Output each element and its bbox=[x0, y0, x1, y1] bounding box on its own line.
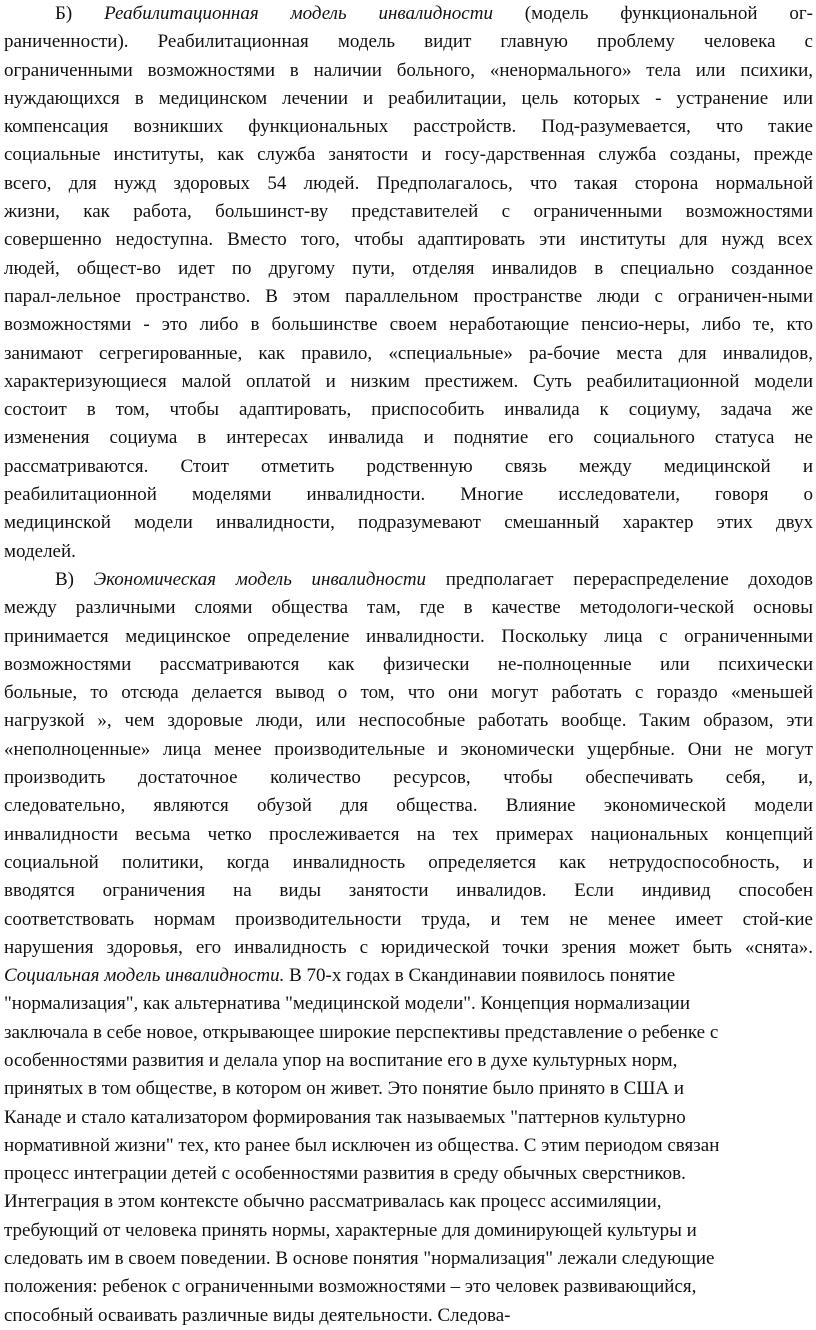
text-line bbox=[4, 934, 813, 962]
text-line bbox=[4, 1302, 813, 1330]
italic-term: Экономическая модель инвалидности bbox=[93, 568, 427, 590]
text-segment: принимается медицинское определение инвалидности. Поскольку лица с ограниченными bbox=[4, 625, 813, 647]
text-segment: социальные институты, как служба занятости и госу-дарственная служба созданы, прежде bbox=[4, 144, 813, 166]
text-segment: соответствовать нормам производительности труда, и тем не менее имеет стой-кие bbox=[4, 908, 813, 930]
text-segment: нормативной жизни" тех, кто ранее был исключен из общества. С этим периодом связан bbox=[4, 1134, 720, 1156]
text-line bbox=[4, 1188, 813, 1216]
text-segment: Б) bbox=[55, 3, 105, 24]
text-line bbox=[4, 906, 813, 934]
text-segment: всего, для нужд здоровых 54 людей. Предполагалось, что такая сторона нормальной bbox=[4, 172, 813, 194]
text-line bbox=[4, 57, 813, 85]
text-segment: особенностями развития и делала упор на воспитание его в духе культурных норм, bbox=[4, 1049, 678, 1071]
text-line bbox=[4, 849, 813, 877]
paragraph-rehabilitation-model bbox=[4, 0, 813, 566]
text-segment: занимают сегрегированные, как правило, «специальные» ра-бочие места для инвалидов, bbox=[4, 342, 813, 364]
text-segment: реабилитационной моделями инвалидности. Многие исследователи, говоря о bbox=[4, 484, 813, 506]
text-line bbox=[4, 481, 813, 509]
text-segment: производить достаточное количество ресурсов, чтобы обеспечивать себя, и, bbox=[4, 767, 813, 789]
text-line bbox=[4, 396, 813, 424]
text-line bbox=[4, 1245, 813, 1273]
text-line bbox=[4, 453, 813, 481]
text-line bbox=[4, 623, 813, 651]
text-line bbox=[4, 368, 813, 396]
text-segment: следовательно, являются обузой для общества. Влияние экономической модели bbox=[4, 795, 813, 817]
text-line bbox=[4, 821, 813, 849]
text-segment: рассматриваются. Стоит отметить родственную связь между медицинской и bbox=[4, 455, 813, 477]
text-line bbox=[4, 283, 813, 311]
text-line bbox=[4, 198, 813, 226]
text-line bbox=[4, 594, 813, 622]
text-line bbox=[4, 707, 813, 735]
text-segment: Канаде и стало катализатором формирования так называемых "паттернов культурно bbox=[4, 1106, 686, 1128]
text-line bbox=[4, 509, 813, 537]
text-line bbox=[4, 85, 813, 113]
text-segment: способный осваивать различные виды деятельности. Следова- bbox=[4, 1304, 511, 1326]
text-line bbox=[4, 226, 813, 254]
text-segment: возможностями - это либо в большинстве своем неработающие пенсио-неры, либо те, кто bbox=[4, 314, 813, 336]
text-segment: процесс интеграции детей с особенностями развития в среду обычных сверстников. bbox=[4, 1163, 686, 1185]
italic-term: Социальная модель инвалидности. bbox=[4, 965, 285, 987]
text-segment: инвалидности весьма четко прослеживается на тех примерах национальных концепций bbox=[4, 823, 813, 845]
text-line bbox=[4, 255, 813, 283]
text-segment: В 70-х годах в Скандинавии появилось понятие bbox=[284, 965, 676, 987]
text-segment: между различными слоями общества там, где в качестве методологи-ческой основы bbox=[4, 597, 813, 619]
text-line bbox=[4, 311, 813, 339]
text-segment: В) bbox=[55, 568, 94, 590]
text-line bbox=[4, 538, 813, 566]
text-line bbox=[4, 736, 813, 764]
text-line bbox=[4, 1217, 813, 1245]
text-line bbox=[4, 877, 813, 905]
text-segment: социальной политики, когда инвалидность определяется как нетрудоспособность, и bbox=[4, 851, 813, 873]
text-segment: изменения социума в интересах инвалида и поднятие его социального статуса не bbox=[4, 427, 813, 449]
text-segment: характеризующиеся малой оплатой и низким престижем. Суть реабилитационной модели bbox=[4, 370, 813, 392]
text-line bbox=[4, 141, 813, 169]
text-segment: нуждающихся в медицинском лечении и реабилитации, цель которых - устранение или bbox=[4, 87, 813, 109]
text-line bbox=[4, 651, 813, 679]
text-line bbox=[4, 1047, 813, 1075]
text-segment: принятых в том обществе, в котором он живет. Это понятие было принято в США и bbox=[4, 1078, 685, 1100]
text-segment: заключала в себе новое, открывающее широкие перспективы представление о ребенке с bbox=[4, 1021, 719, 1043]
text-line bbox=[4, 28, 813, 56]
text-segment: "нормализация", как альтернатива "медицинской модели". Концепция нормализации bbox=[4, 993, 691, 1015]
text-line bbox=[4, 962, 813, 990]
text-segment: состоит в том, чтобы адаптировать, приспособить инвалида к социуму, задача же bbox=[4, 399, 813, 421]
text-line bbox=[4, 1104, 813, 1132]
text-segment: нарушения здоровья, его инвалидность с юридической точки зрения может быть «снята». bbox=[4, 936, 813, 958]
paragraph-economic-model bbox=[4, 566, 813, 962]
text-line bbox=[4, 1075, 813, 1103]
text-segment: компенсация возникших функциональных расстройств. Под-разумевается, что такие bbox=[4, 116, 813, 138]
text-segment: предполагает перераспределение доходов bbox=[426, 568, 813, 590]
text-line bbox=[4, 792, 813, 820]
text-segment: положения: ребенок с ограниченными возможностями – это человек развивающийся, bbox=[4, 1276, 697, 1298]
text-line bbox=[4, 566, 813, 594]
text-segment: вводятся ограничения на виды занятости инвалидов. Если индивид способен bbox=[4, 880, 813, 902]
text-segment: больные, то отсюда делается вывод о том, что они могут работать с гораздо «меньшей bbox=[4, 682, 813, 704]
text-segment: «неполноценные» лица менее производительные и экономически ущербные. Они не могут bbox=[4, 738, 813, 760]
text-line bbox=[4, 1132, 813, 1160]
text-segment: ограниченными возможностями в наличии больного, «ненормального» тела или психики, bbox=[4, 59, 813, 81]
text-line bbox=[4, 1019, 813, 1047]
text-line bbox=[4, 679, 813, 707]
text-segment: раниченности). Реабилитационная модель видит главную проблему человека с bbox=[4, 31, 813, 53]
text-segment: нагрузкой », чем здоровые люди, или неспособные работать вообще. Таким образом, эти bbox=[4, 710, 813, 732]
text-line bbox=[4, 1273, 813, 1301]
text-segment: возможностями рассматриваются как физически не-полноценные или психически bbox=[4, 653, 813, 675]
text-segment: людей, общест-во идет по другому пути, отделяя инвалидов в специально созданное bbox=[4, 257, 813, 279]
text-line bbox=[4, 170, 813, 198]
text-segment: медицинской модели инвалидности, подразумевают смешанный характер этих двух bbox=[4, 512, 813, 534]
text-segment: Интеграция в этом контексте обычно рассматривалась как процесс ассимиляции, bbox=[4, 1191, 662, 1213]
text-line bbox=[4, 340, 813, 368]
text-line bbox=[4, 1160, 813, 1188]
text-segment: жизни, как работа, большинст-ву представителей с ограниченными возможностями bbox=[4, 201, 813, 223]
text-line bbox=[4, 424, 813, 452]
text-segment: следовать им в своем поведении. В основе понятия "нормализация" лежали следующие bbox=[4, 1248, 715, 1270]
text-line bbox=[4, 0, 813, 28]
text-line bbox=[4, 990, 813, 1018]
italic-term: Реабилитационная модель инвалидности bbox=[104, 3, 493, 24]
text-segment: парал-лельное пространство. В этом параллельном пространстве люди с ограничен-ными bbox=[4, 285, 813, 307]
text-line bbox=[4, 113, 813, 141]
text-segment: совершенно недоступна. Вместо того, чтобы адаптировать эти институты для нужд всех bbox=[4, 229, 813, 251]
paragraph-social-model bbox=[4, 962, 813, 1330]
text-segment: (модель функциональной ог- bbox=[492, 3, 813, 24]
text-segment: моделей. bbox=[4, 540, 76, 562]
text-line bbox=[4, 764, 813, 792]
text-segment: требующий от человека принять нормы, характерные для доминирующей культуры и bbox=[4, 1219, 697, 1241]
